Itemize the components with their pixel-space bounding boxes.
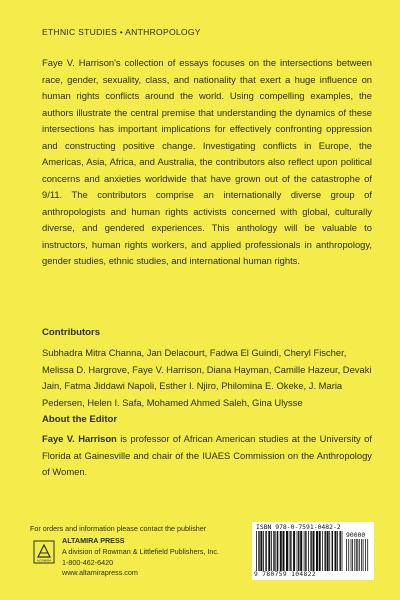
barcode-bar (337, 531, 338, 571)
barcode-bar (346, 539, 347, 571)
barcode-bar (290, 531, 291, 571)
ean-digits: 9 780759 104822 (254, 571, 316, 578)
barcode-bar (319, 531, 321, 571)
category-header: ETHNIC STUDIES • ANTHROPOLOGY (42, 27, 201, 37)
editor-bio (42, 431, 372, 481)
barcode-bar (308, 531, 309, 571)
addon-barcode (346, 539, 370, 571)
editor-name: Faye V. Harrison (42, 433, 117, 444)
publisher-division: A division of Rowman & Littlefield Publishers, Inc. (62, 546, 220, 556)
barcode-bar (260, 531, 262, 571)
editor-bio-text: is professor of African American studies at the University of Florida at Gainesville and chair of the IUAES Commission on the Anthropology of Women. (42, 433, 372, 477)
editor-heading: About the Editor (42, 414, 118, 425)
barcode-bar (316, 531, 318, 571)
barcode-bar (327, 531, 329, 571)
publisher-logo-icon (33, 540, 55, 564)
barcode-bar (352, 539, 353, 571)
barcode-bar (361, 539, 362, 571)
barcode-bar (357, 539, 358, 571)
barcode-bar (286, 531, 288, 571)
logo-text: ALTAMIRA (36, 558, 52, 563)
barcode-bar (348, 539, 349, 571)
orders-line: For orders and information please contact the publisher (30, 524, 207, 533)
barcode-bar (293, 531, 295, 571)
barcode-bar (325, 531, 326, 571)
addon-label: 90000 (346, 531, 366, 539)
publisher-website[interactable]: www.altamirapress.com (62, 568, 138, 578)
book-description: Faye V. Harrison's collection of essays focuses on the intersections between race, gender, sexuality, class, and nationality that exert a huge influence on human rights conflicts around the world. Using compelling examples, the authors illustrate the central premise that understanding the dynamics of these intersections has important implications for effectively confronting oppression and constructing positive change. Investigating conflicts in Europe, the Americas, Asia, Africa, and Australia, the contributors also reflect upon political concerns and anxieties worldwide that have grown out of the catastrophe of 9/11. The contributors comprise an internationally diverse group of anthropologists and human rights activists concerned with global, culturally diverse, and gendered experiences. This anthology will be valuable to instructors, human rights workers, and applied professionals in anthropology, gender studies, ethnic studies, and international human rights. (42, 57, 372, 266)
ean-barcode (256, 531, 344, 571)
contributors-heading: Contributors (42, 327, 101, 338)
barcode-bar (268, 531, 270, 571)
barcode-bar (367, 539, 368, 571)
barcode-bar (258, 531, 259, 571)
barcode-bar (298, 531, 299, 571)
barcode-bar (289, 531, 290, 571)
barcode-bar (322, 531, 323, 571)
barcode-bar (263, 531, 264, 571)
isbn-label: ISBN 978-0-7591-0482-2 (256, 523, 341, 531)
publisher-phone: 1-800-462-6420 (62, 557, 114, 567)
barcode-bar (351, 539, 352, 571)
barcode-bar (275, 531, 276, 571)
barcode-bar (304, 531, 305, 571)
barcode-bar (354, 539, 355, 571)
barcode-bar (332, 531, 333, 571)
barcode-bar (256, 531, 257, 571)
barcode-bar (300, 531, 302, 571)
barcode-bar (273, 531, 274, 571)
barcode-bar (335, 531, 337, 571)
publisher-info (62, 536, 219, 579)
barcode-bar (297, 531, 298, 571)
barcode-bar (329, 531, 330, 571)
barcode-bar (265, 531, 266, 571)
barcode-bar (305, 531, 306, 571)
publisher-name: ALTAMIRA PRESS (62, 536, 125, 545)
barcode-bar (356, 539, 357, 571)
barcode-bar (313, 531, 315, 571)
barcode-bar (271, 531, 272, 571)
barcode (252, 522, 374, 580)
barcode-bar (365, 539, 366, 571)
barcode-bar (283, 531, 285, 571)
contributors-list: Subhadra Mitra Channa, Jan Delacourt, Fadwa El Guindi, Cheryl Fischer, Melissa D. Hargrove, Faye V. Harrison, Diana Hayman, Camille Hazeur, Devaki Jain, Fatma Jiddawi Napoli, Esther I. Njiro, Philomina E. Okeke, J. Maria Pedersen, Helen I. Safa, Mohamed Ahmed Saleh, Gina Ulysse (42, 347, 372, 408)
barcode-bar (359, 539, 360, 571)
barcode-bar (342, 531, 343, 571)
barcode-bar (280, 531, 282, 571)
barcode-bar (277, 531, 278, 571)
barcode-bar (340, 531, 341, 571)
barcode-bar (310, 531, 311, 571)
barcode-bar (363, 539, 364, 571)
